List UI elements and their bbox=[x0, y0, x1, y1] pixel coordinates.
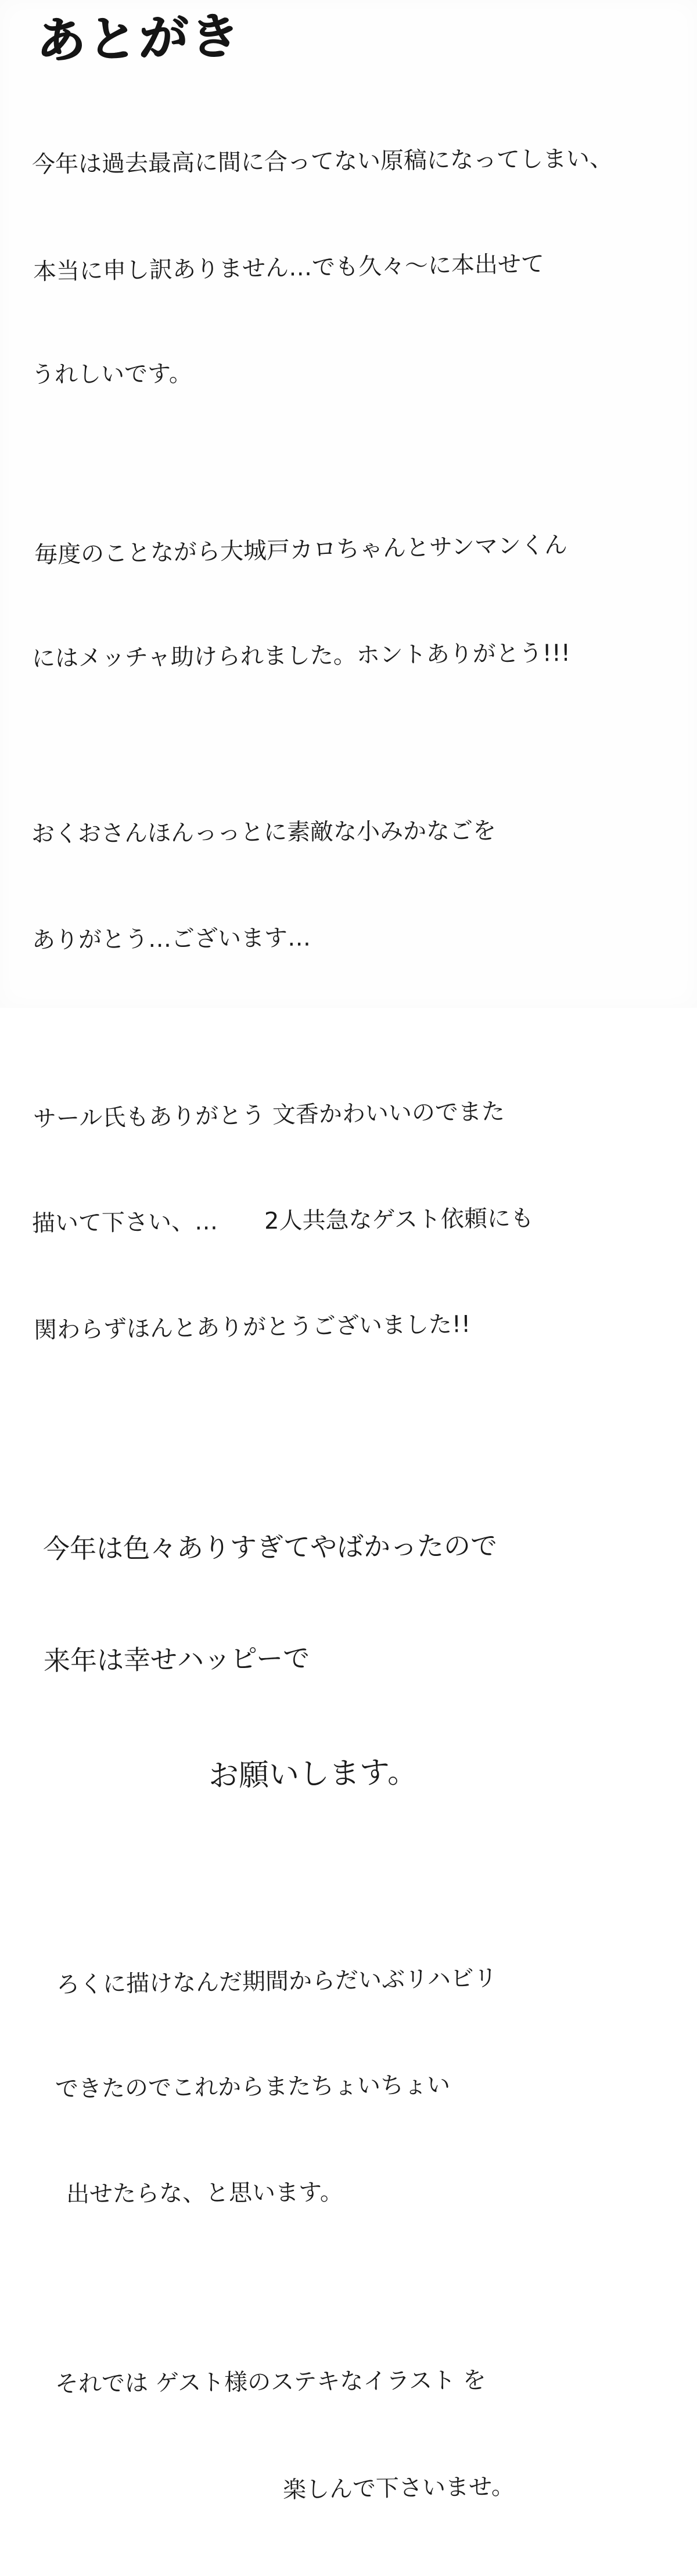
spacer bbox=[32, 1414, 665, 1456]
paragraph-3 bbox=[32, 744, 665, 1026]
paragraph-4 bbox=[32, 1026, 665, 1415]
text-line: 出せたらな、と思います。 bbox=[66, 2179, 343, 2208]
text-line: 本当に申し訳ありません…でも久々〜に本出せて bbox=[33, 250, 545, 286]
paragraph-1 bbox=[32, 73, 665, 462]
text-line: お願いします。 bbox=[208, 1754, 418, 1794]
paragraph-6 bbox=[32, 1893, 665, 2281]
text-line: できたのでこれからまたちょいちょい bbox=[55, 2071, 451, 2103]
text-line: ありがとう…ございます… bbox=[31, 924, 311, 954]
text-line: 今年は色々ありすぎてやばかったので bbox=[42, 1530, 498, 1565]
text-line: 今年は過去最高に間に合ってない原稿になってしまい、 bbox=[31, 145, 613, 178]
paragraph-7 bbox=[32, 2293, 665, 2575]
page-title: あとがき bbox=[36, 7, 243, 70]
text-line: 来年は幸せハッピーで bbox=[43, 1642, 310, 1677]
text-line: ろくに描けなんだ期間からだいぶリハビリ bbox=[56, 1965, 498, 1999]
spacer bbox=[32, 1866, 665, 1893]
page-content bbox=[31, 7, 665, 2576]
text-line: にはメッチャ助けられました。ホントありがとう!!! bbox=[31, 639, 571, 672]
paragraph-5 bbox=[32, 1456, 665, 1865]
text-line: 描いて下さい、… 2人共急なゲスト依頼にも bbox=[31, 1205, 534, 1237]
text-line: うれしいです。 bbox=[31, 361, 192, 389]
text-line: 楽しんで下さいませ。 bbox=[282, 2473, 515, 2504]
text-line: サール氏もありがとう 文香かわいいのでまた bbox=[33, 1098, 505, 1133]
spacer bbox=[32, 2280, 665, 2293]
text-line: それでは ゲスト様のステキなイラスト を bbox=[55, 2366, 487, 2398]
paragraph-2 bbox=[32, 462, 665, 744]
text-line: 毎度のことながら大城戸カロちゃんとサンマンくん bbox=[34, 532, 568, 569]
text-line: おくおさんほんっっとに素敵な小みかなごを bbox=[31, 817, 497, 848]
text-line: 関わらずほんとありがとうございました!! bbox=[33, 1310, 471, 1344]
